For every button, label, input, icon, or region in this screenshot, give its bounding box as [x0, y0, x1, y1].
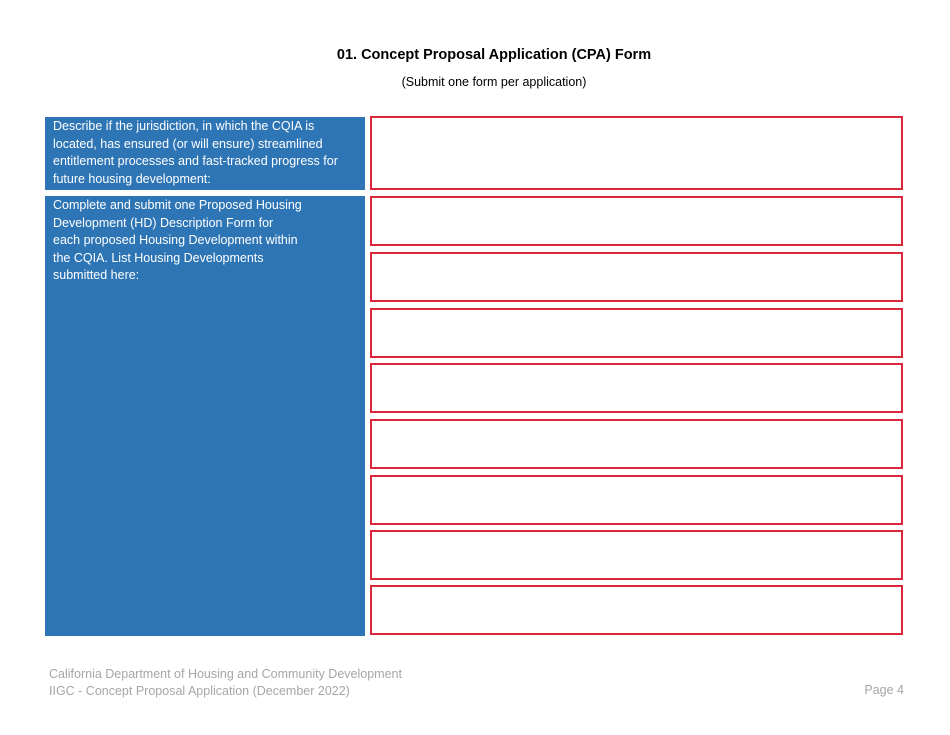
housing-development-field-3[interactable] — [370, 308, 903, 358]
housing-development-field-7[interactable] — [370, 530, 903, 580]
form-row-label-jurisdiction — [45, 117, 365, 190]
page-title: 01. Concept Proposal Application (CPA) Form — [336, 47, 652, 63]
footer-doc: IIGC - Concept Proposal Application (December 2022) — [49, 684, 350, 698]
housing-development-field-1[interactable] — [370, 196, 903, 246]
page-number: Page 4 — [864, 683, 904, 697]
page-subtitle: (Submit one form per application) — [401, 75, 587, 89]
footer-org: California Department of Housing and Community Development — [49, 667, 402, 681]
footer-left — [49, 666, 402, 700]
housing-development-field-5[interactable] — [370, 419, 903, 469]
form-row-label-housing-developments — [45, 196, 365, 636]
housing-development-field-2[interactable] — [370, 252, 903, 302]
housing-development-field-6[interactable] — [370, 475, 903, 525]
jurisdiction-label-text: Describe if the jurisdiction, in which the CQIA is located, has ensured (or will ensure) streamlined entitlement processes and fast-tracked progress for future housing development: — [53, 119, 338, 186]
housing-developments-label-text: Complete and submit one Proposed Housing Development (HD) Description Form for each proposed Housing Development within the CQIA. List Housing Developments submitted here: — [53, 198, 302, 282]
jurisdiction-response-field[interactable] — [370, 116, 903, 190]
housing-development-field-4[interactable] — [370, 363, 903, 413]
housing-development-field-8[interactable] — [370, 585, 903, 635]
